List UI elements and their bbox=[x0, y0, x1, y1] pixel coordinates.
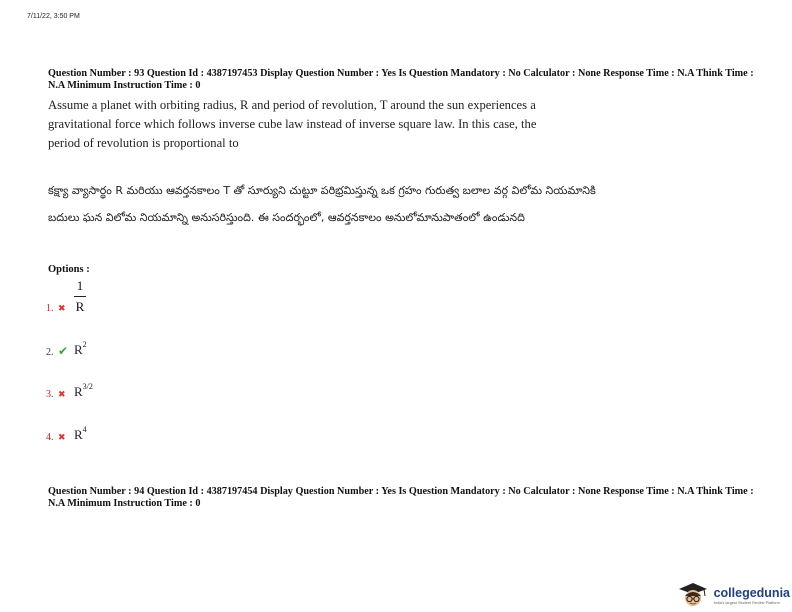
option-number: 2. bbox=[46, 347, 54, 358]
option-base: R bbox=[74, 427, 83, 442]
print-timestamp: 7/11/22, 3:50 PM bbox=[27, 13, 80, 20]
option-4 bbox=[46, 425, 87, 443]
fraction-denominator: R bbox=[75, 299, 85, 314]
question-text-telugu: కక్ష్యా వ్యాసార్థం R మరియు ఆవర్తనకాలం T తో సూర్యుని చుట్టూ పరిభ్రమిస్తున్న ఒక గ్రహం గురుత్వ బలాల వర్గ విలోమ నియమానికి బదులు ఘన విలోమ నియమాన్ని అనుసరిస్తుంది. ఈ సందర్భంలో, ఆవర్తనకాలం అనులోమానుపాతంలో ఉండునది bbox=[48, 184, 596, 224]
option-exponent: 3/2 bbox=[82, 382, 93, 391]
option-number: 3. bbox=[46, 389, 54, 400]
option-3 bbox=[46, 382, 93, 400]
logo-name: collegedunia bbox=[713, 585, 790, 600]
question-93-meta: Question Number : 93 Question Id : 4387197453 Display Question Number : Yes Is Question Mandatory : No Calculator : None Response Time : N.A Think Time : N.A Minimum Instruction Time : 0 bbox=[48, 68, 754, 91]
collegedunia-logo bbox=[676, 582, 790, 608]
question-text-english: Assume a planet with orbiting radius, R and period of revolution, T around the sun experiences a gravitational force which follows inverse cube law instead of inverse square law. In this case, the period of revolution is proportional to bbox=[48, 98, 537, 150]
option-value bbox=[74, 425, 87, 443]
cross-icon: ✖ bbox=[58, 390, 66, 400]
option-exponent: 4 bbox=[82, 425, 87, 434]
option-exponent: 2 bbox=[82, 340, 87, 349]
fraction-bar bbox=[74, 296, 86, 297]
check-icon: ✔ bbox=[58, 344, 69, 358]
options-label: Options : bbox=[48, 264, 90, 275]
option-base: R bbox=[74, 384, 83, 399]
option-number: 4. bbox=[46, 432, 54, 443]
option-2 bbox=[46, 340, 87, 358]
option-value-fraction bbox=[74, 279, 86, 314]
option-base: R bbox=[74, 342, 83, 357]
cross-icon: ✖ bbox=[58, 433, 66, 443]
cross-icon: ✖ bbox=[58, 304, 66, 314]
question-94-meta: Question Number : 94 Question Id : 4387197454 Display Question Number : Yes Is Question Mandatory : No Calculator : None Response Time : N.A Think Time : N.A Minimum Instruction Time : 0 bbox=[48, 486, 754, 509]
option-value bbox=[74, 382, 93, 400]
option-number: 1. bbox=[46, 303, 54, 314]
fraction-numerator: 1 bbox=[76, 278, 84, 293]
option-value bbox=[74, 340, 87, 358]
option-1 bbox=[46, 279, 86, 314]
student-mascot-icon bbox=[676, 582, 710, 608]
logo-tagline: India's largest Student Review Platform bbox=[713, 600, 780, 605]
